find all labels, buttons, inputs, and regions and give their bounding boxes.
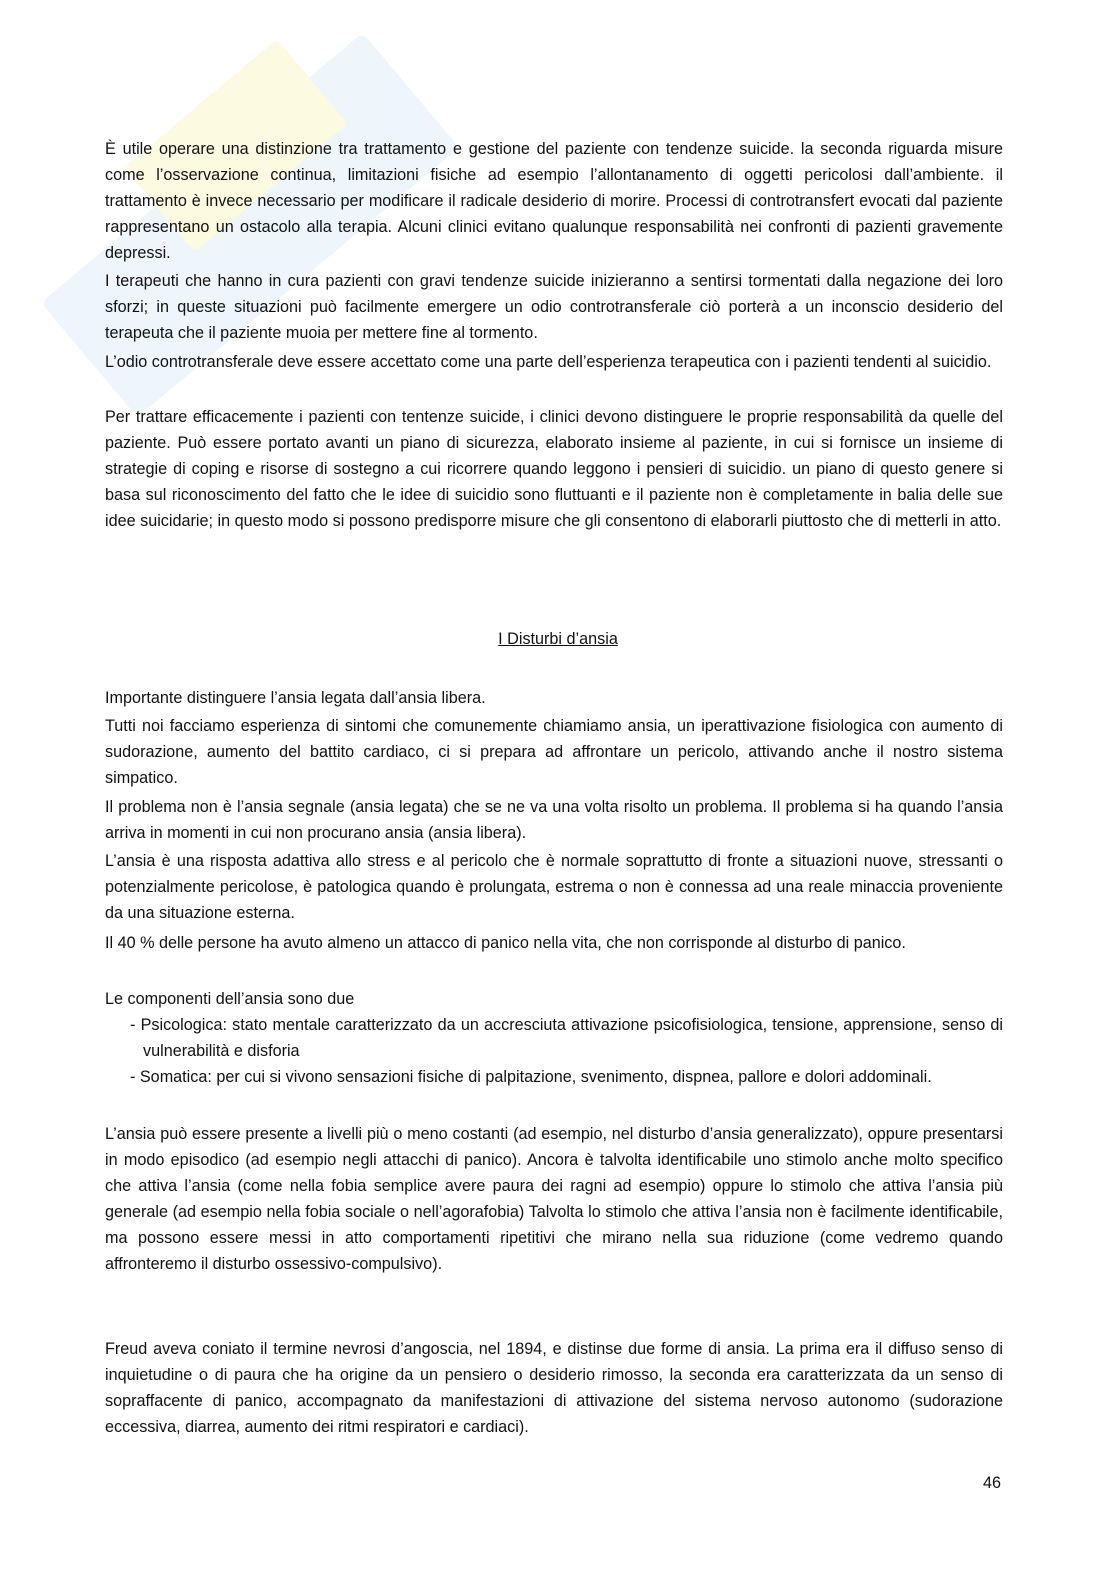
paragraph: Il problema non è l’ansia segnale (ansia legata) che se ne va una volta risolto un problema. Il problema si ha quando l’ansia arriva in momenti in cui non procurano ansia (ansia libera). xyxy=(105,798,1003,842)
paragraph: I terapeuti che hanno in cura pazienti con gravi tendenze suicide inizieranno a sentirsi tormentati dalla negazione dei loro sforzi; in queste situazioni può facilmente emergere un odio controtransferale ciò porterà a un inconscio desiderio del terapeuta che il paziente muoia per mettere fine al tormento. xyxy=(105,272,1003,342)
heading-text: I Disturbi d’ansia xyxy=(498,630,618,648)
section-heading xyxy=(0,626,1116,652)
list-item: - Somatica: per cui si vivono sensazioni fisiche di palpitazione, svenimento, dispnea, pallore e dolori addominali. xyxy=(130,1068,932,1086)
paragraph: Freud aveva coniato il termine nevrosi d’angoscia, nel 1894, e distinse due forme di ansia. La prima era il diffuso senso di inquietudine o di paura che ha origine da un pensiero o desiderio rimosso, la seconda era caratterizzata da un senso di sopraffacente di panico, accompagnato da manifestazioni di attivazione del sistema nervoso autonomo (sudorazione eccessiva, diarrea, aumento dei ritmi respiratori e cardiaci). xyxy=(105,1340,1003,1436)
paragraph: Tutti noi facciamo esperienza di sintomi che comunemente chiamiamo ansia, un iperattivazione fisiologica con aumento di sudorazione, aumento del battito cardiaco, ci si prepara ad affrontare un pericolo, attivando anche il nostro sistema simpatico. xyxy=(105,717,1003,787)
paragraph: Importante distinguere l’ansia legata dall’ansia libera. xyxy=(105,689,486,707)
paragraph: Le componenti dell’ansia sono due xyxy=(105,990,355,1008)
page-number: 46 xyxy=(983,1474,1002,1492)
list-item: - Psicologica: stato mentale caratterizzato da un accresciuta attivazione psicofisiologica, tensione, apprensione, senso di vulnerabilità e disforia xyxy=(130,1016,1003,1060)
paragraph: L’ansia è una risposta adattiva allo stress e al pericolo che è normale soprattutto di fronte a situazioni nuove, stressanti o potenzialmente pericolose, è patologica quando è prolungata, estrema o non è connessa ad una reale minaccia proveniente da una situazione esterna. xyxy=(105,852,1003,922)
component-list xyxy=(130,1012,1003,1090)
paragraph: L’ansia può essere presente a livelli più o meno costanti (ad esempio, nel disturbo d’ansia generalizzato), oppure presentarsi in modo episodico (ad esempio negli attacchi di panico). Ancora è talvolta identificabile uno stimolo anche molto specifico che attiva l’ansia (come nella fobia semplice avere paura dei ragni ad esempio) oppure lo stimolo che attiva l’ansia più generale (ad esempio nella fobia sociale o nell’agorafobia) Talvolta lo stimolo che attiva l’ansia non è facilmente identificabile, ma possono essere messi in atto comportamenti ripetitivi che mirano nella sua riduzione (come vedremo quando affronteremo il disturbo ossessivo-compulsivo). xyxy=(105,1125,1003,1273)
paragraph: È utile operare una distinzione tra trattamento e gestione del paziente con tendenze suicide. la seconda riguarda misure come l’osservazione continua, limitazioni fisiche ad esempio l’allontanamento di oggetti pericolosi dall’ambiente. il trattamento è invece necessario per modificare il radicale desiderio di morire. Processi di controtransfert evocati dal paziente rappresentano un ostacolo alla terapia. Alcuni clinici evitano qualunque responsabilità nei confronti di pazienti gravemente depressi. xyxy=(105,140,1003,262)
paragraph: Il 40 % delle persone ha avuto almeno un attacco di panico nella vita, che non corrisponde al disturbo di panico. xyxy=(105,934,906,952)
paragraph: L’odio controtransferale deve essere accettato come una parte dell’esperienza terapeutica con i pazienti tendenti al suicidio. xyxy=(105,353,992,371)
paragraph: Per trattare efficacemente i pazienti con tentenze suicide, i clinici devono distinguere le proprie responsabilità da quelle del paziente. Può essere portato avanti un piano di sicurezza, elaborato insieme al paziente, in cui si fornisce un insieme di strategie di coping e risorse di sostegno a cui ricorrere quando leggono i pensieri di suicidio. un piano di questo genere si basa sul riconoscimento del fatto che le idee di suicidio sono fluttuanti e il paziente non è completamente in balia delle sue idee suicidarie; in questo modo si possono predisporre misure che gli consentono di elaborarli piuttosto che di metterli in atto. xyxy=(105,408,1003,530)
